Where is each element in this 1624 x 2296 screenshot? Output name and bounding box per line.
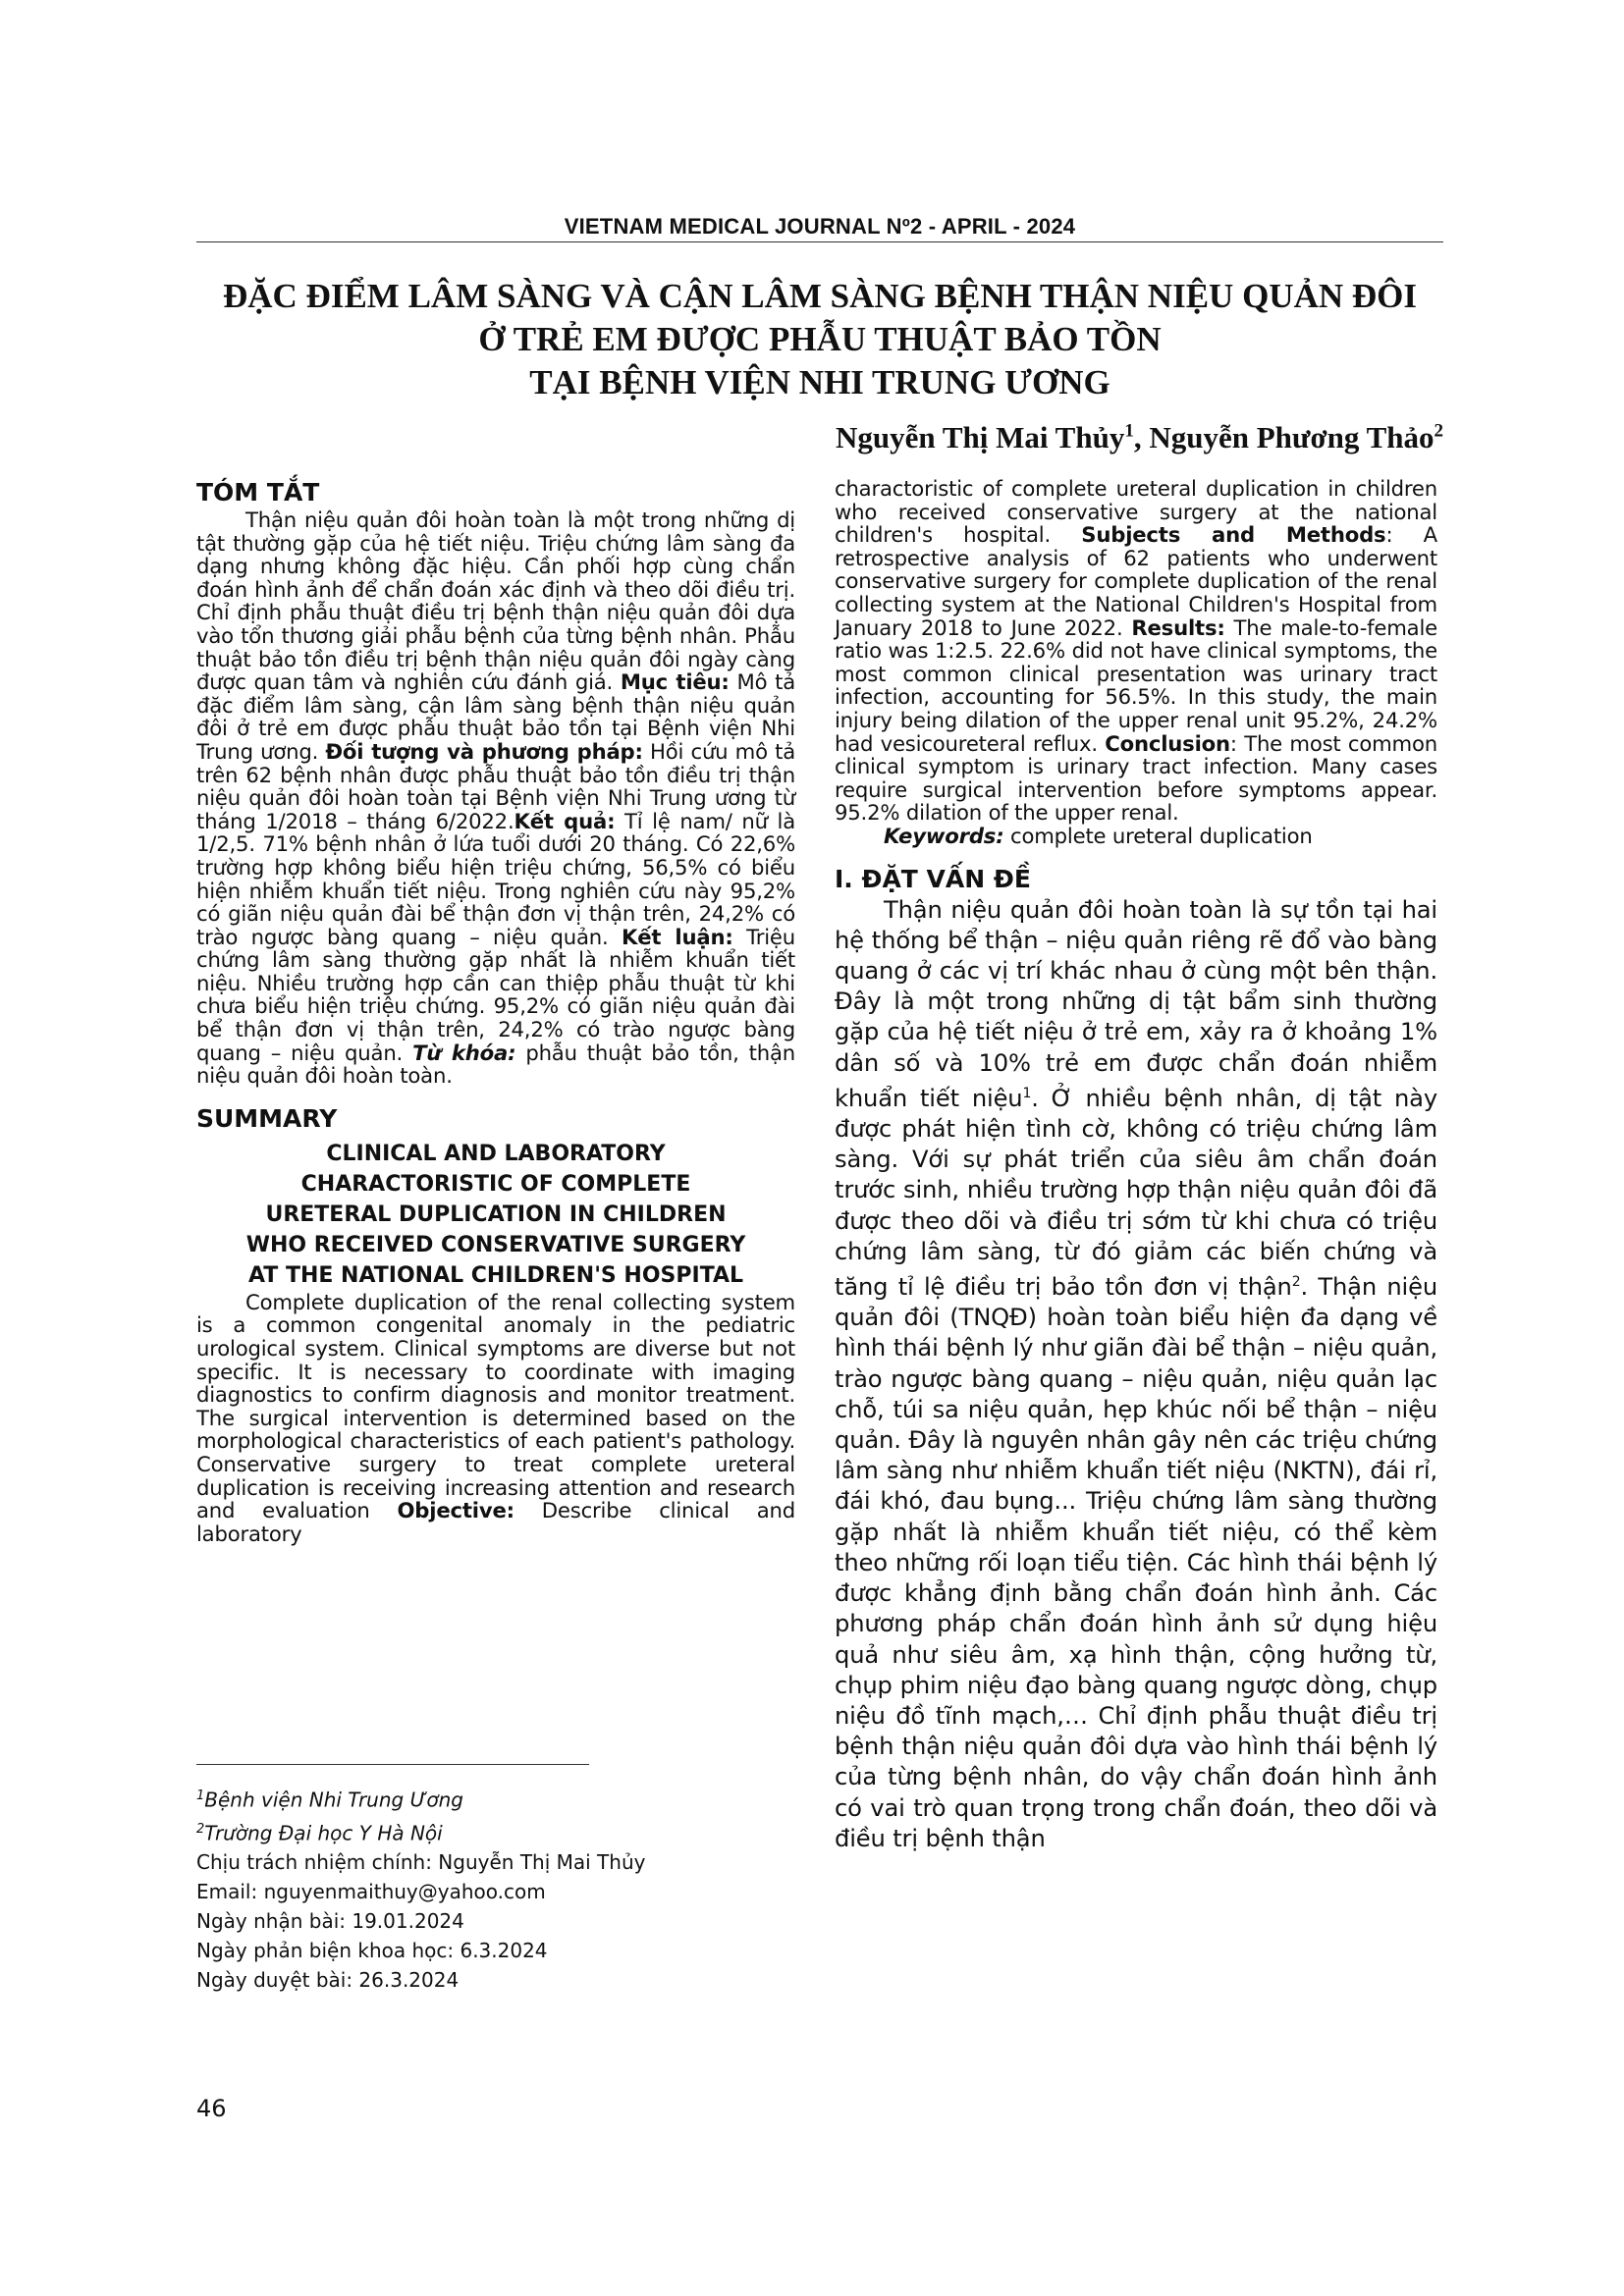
summary-objective-start: Describe clinical and laboratory: [196, 1498, 795, 1546]
title-line-2: Ở TRẺ EM ĐƯỢC PHẪU THUẬT BẢO TỒN: [478, 320, 1162, 358]
summary-body-left: [196, 1291, 795, 1546]
abstract-vi-results: Tỉ lệ nam/ nữ là 1/2,5. 71% bệnh nhân ở lứa tuổi dưới 20 tháng. Có 22,6% trường hợp không biểu hiện triệu chứng, 56,5% có biểu hiện nhiễm khuẩn tiết niệu. Trong nghiên cứu này 95,2% có giãn niệu quản đài bể thận đơn vị thận trên, 24,2% có trào ngược bàng quang – niệu quản.: [196, 808, 795, 949]
summary-title: [196, 1139, 795, 1291]
citation-1: 1: [1022, 1085, 1032, 1101]
abstract-vi-heading: TÓM TẮT: [196, 478, 320, 507]
section-1-text-a: Thận niệu quản đôi hoàn toàn là sự tồn tại hai hệ thống bể thận – niệu quản riêng rẽ đổ vào bàng quang ở các vị trí khác nhau ở cùng một bên thận. Đây là một trong những dị tật bẩm sinh thường gặp của hệ tiết niệu ở trẻ em, xảy ra ở khoảng 1% dân số và 10% trẻ em được chẩn đoán nhiễm khuẩn tiết niệu: [835, 895, 1437, 1112]
abstract-vi-keywords: phẫu thuật bảo tồn, thận niệu quản đôi hoàn toàn.: [196, 1040, 795, 1089]
author-2-affiliation: 2: [1434, 420, 1443, 442]
left-column: [196, 477, 795, 1545]
title-line-3: TẠI BỆNH VIỆN NHI TRUNG ƯƠNG: [529, 363, 1110, 401]
summary-results: The male-to-female ratio was 1:2.5. 22.6% did not have clinical symptoms, the most common clinical presentation was urinary tract infection, accounting for 56.5%. In this study, the main injury being dilation of the upper renal unit 95.2%, 24.2% had vesicoureteral reflux.: [835, 614, 1437, 756]
corresponding-author: Chịu trách nhiệm chính: Nguyễn Thị Mai Thủy: [196, 1850, 646, 1875]
header-rule: [196, 241, 1443, 242]
date-reviewed: Ngày phản biện khoa học: 6.3.2024: [196, 1939, 548, 1963]
affiliation-2-text: Trường Đại học Y Hà Nội: [204, 1821, 443, 1845]
summary-heading: SUMMARY: [196, 1103, 338, 1133]
affiliation-2: [196, 1815, 795, 1848]
summary-methods: : A retrospective analysis of 62 patients who underwent conservative surgery for complete duplication of the renal collecting system at the National Children's Hospital from January 2018 to June 2022.: [835, 522, 1437, 640]
title-line-1: ĐẶC ĐIỂM LÂM SÀNG VÀ CẬN LÂM SÀNG BỆNH THẬN NIỆU QUẢN ĐÔI: [222, 277, 1417, 315]
abstract-vi-body: [196, 508, 795, 1088]
abstract-vi-conclusion: Triệu chứng lâm sàng thường gặp nhất là nhiễm khuẩn tiết niệu. Nhiều trường hợp cần can thiệp phẫu thuật từ khi chưa biểu hiện triệu chứng. 95,2% có giãn niệu quản đài bể thận đơn vị thận trên, 24,2% có trào ngược bàng quang – niệu quản.: [196, 924, 795, 1065]
abstract-vi-intro: Thận niệu quản đôi hoàn toàn là một trong những dị tật thường gặp của hệ tiết niệu. Triệu chứng lâm sàng đa dạng nhưng không đặc hiệu. Cần phối hợp cùng chẩn đoán hình ảnh để chẩn đoán xác định và theo dõi điều trị. Chỉ định phẫu thuật điều trị bệnh thận niệu quản đôi dựa vào tổn thương giải phẫu bệnh của từng bệnh nhân. Phẫu thuật bảo tồn điều trị bệnh thận niệu quản đôi ngày càng được quan tâm và nghiên cứu đánh giá.: [196, 507, 795, 695]
summary-title-line-4: WHO RECEIVED CONSERVATIVE SURGERY: [245, 1232, 746, 1257]
footnote-rule: [196, 1764, 589, 1765]
affiliation-1-text: Bệnh viện Nhi Trung Ương: [204, 1788, 463, 1812]
summary-conclusion-label: Conclusion: [1105, 730, 1230, 756]
author-separator: ,: [1133, 420, 1150, 454]
abstract-vi-objective-label: Mục tiêu:: [620, 669, 730, 695]
author-1-affiliation: 1: [1124, 420, 1134, 442]
summary-title-line-1: CLINICAL AND LABORATORY: [326, 1141, 666, 1166]
section-1-text-c: . Thận niệu quản đôi (TNQĐ) hoàn toàn biểu hiện đa dạng về hình thái bệnh lý như giãn đài bể thận – niệu quản, trào ngược bàng quang – niệu quản, niệu quản lạc chỗ, túi sa niệu quản, hẹp khúc nối bể thận – niệu quản. Đây là nguyên nhân gây nên các triệu chứng lâm sàng như nhiễm khuẩn tiết niệu (NKTN), đái rỉ, đái khó, đau bụng... Triệu chứng lâm sàng thường gặp nhất là nhiễm khuẩn tiết niệu, có thể kèm theo những rối loạn tiểu tiện. Các hình thái bệnh lý được khẳng định bằng chẩn đoán hình ảnh. Các phương pháp chẩn đoán hình ảnh sử dụng hiệu quả như siêu âm, xạ hình thận, cộng hưởng từ, chụp phim niệu đạo bàng quang ngược dòng, chụp niệu đồ tĩnh mạch,… Chỉ định phẫu thuật điều trị bệnh thận niệu quản đôi dựa vào hình thái bệnh lý của từng bệnh nhân, do vậy chẩn đoán hình ảnh có vai trò quan trọng trong chẩn đoán, theo dõi và điều trị bệnh thận: [835, 1273, 1438, 1852]
citation-2: 2: [1291, 1274, 1301, 1290]
abstract-vi-objective: Mô tả đặc điểm lâm sàng, cận lâm sàng bệnh thận niệu quản đôi ở trẻ em được phẫu thuật bảo tồn tại Bệnh viện Nhi Trung ương.: [196, 669, 795, 764]
summary-keywords-label: Keywords:: [884, 823, 1004, 848]
section-1-heading: I. ĐẶT VẤN ĐỀ: [835, 864, 1031, 893]
date-accepted: Ngày duyệt bài: 26.3.2024: [196, 1968, 460, 1993]
summary-conclusion: : The most common clinical symptom is urinary tract infection. Many cases require surgical intervention before symptoms appear. 95.2% dilation of the upper renal.: [835, 730, 1437, 826]
running-header: VIETNAM MEDICAL JOURNAL Nº2 - APRIL - 2024: [564, 214, 1076, 239]
abstract-vi-methods: Hồi cứu mô tả trên 62 bệnh nhân được phẫu thuật bảo tồn điều trị thận niệu quản đôi hoàn toàn tại Bệnh viện Nhi Trung ương từ tháng 1/2018 – tháng 6/2022.: [196, 738, 795, 833]
author-list: [836, 420, 1443, 455]
author-1: Nguyễn Thị Mai Thủy: [836, 420, 1125, 454]
summary-objective-label: Objective:: [397, 1498, 514, 1523]
summary-methods-label: Subjects and Methods: [1081, 522, 1386, 548]
summary-objective-end: charactoristic of complete ureteral duplication in children who received conservative surgery at the national children's hospital.: [835, 476, 1437, 548]
summary-title-line-2: CHARACTORISTIC OF COMPLETE: [300, 1171, 691, 1197]
summary-title-line-5: AT THE NATIONAL CHILDREN'S HOSPITAL: [247, 1262, 744, 1288]
abstract-vi-keywords-label: Từ khóa:: [412, 1040, 516, 1065]
abstract-vi-results-label: Kết quả:: [514, 808, 616, 833]
right-column: [835, 477, 1437, 1854]
section-1-body: [835, 895, 1437, 1854]
summary-keywords: complete ureteral duplication: [1003, 823, 1313, 848]
footnotes: [196, 1782, 795, 1995]
summary-title-line-3: URETERAL DUPLICATION IN CHILDREN: [265, 1201, 727, 1227]
summary-keywords-line: [835, 825, 1437, 848]
affiliation-1-mark: 1: [196, 1789, 205, 1803]
summary-intro: Complete duplication of the renal collecting system is a common congenital anomaly in the pediatric urological system. Clinical symptoms are diverse but not specific. It is necessary to coordinate with imaging diagnostics to confirm diagnosis and monitor treatment. The surgical intervention is determined based on the morphological characteristics of each patient's pathology. Conservative surgery to treat complete ureteral duplication is receiving increasing attention and research and evaluation: [196, 1289, 795, 1523]
summary-results-label: Results:: [1131, 614, 1225, 640]
affiliation-2-mark: 2: [196, 1821, 205, 1837]
affiliation-1: [196, 1782, 795, 1815]
section-1-text-b: . Ở nhiều bệnh nhân, dị tật này được phát hiện tình cờ, không có triệu chứng lâm sàng. Với sự phát triển của siêu âm chẩn đoán trước sinh, nhiều trường hợp thận niệu quản đôi đã được theo dõi và điều trị sớm từ khi chưa có triệu chứng lâm sàng, từ đó giảm các biến chứng và tăng tỉ lệ điều trị bảo tồn đơn vị thận: [835, 1084, 1437, 1302]
page-number: 46: [196, 2095, 227, 2122]
abstract-vi-conclusion-label: Kết luận:: [622, 924, 733, 949]
author-2: Nguyễn Phương Thảo: [1149, 420, 1435, 454]
date-received: Ngày nhận bài: 19.01.2024: [196, 1909, 464, 1934]
abstract-vi-methods-label: Đối tượng và phương pháp:: [325, 738, 643, 764]
email: Email: nguyenmaithuy@yahoo.com: [196, 1880, 546, 1904]
summary-body-right: [835, 477, 1437, 825]
article-title: [196, 275, 1443, 404]
